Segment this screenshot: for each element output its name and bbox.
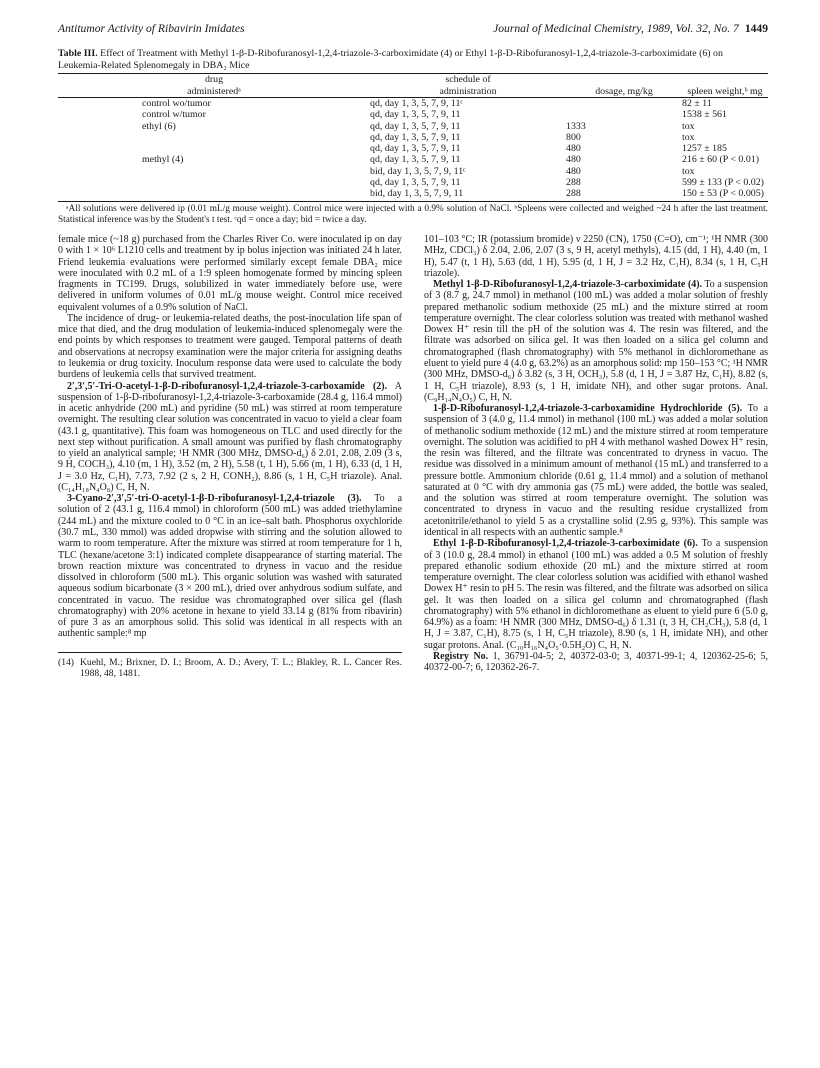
cell-drug: ethyl (6): [142, 120, 176, 132]
section-heading: 2′,3′,5′-Tri-O-acetyl-1-β-D-ribofuranosyl-1,2,4-triazole-3-carboxamide (2).: [67, 380, 388, 392]
journal-page: [58, 22, 768, 679]
body-paragraph: [424, 538, 768, 651]
table-row: [58, 121, 768, 132]
body-paragraph: [58, 381, 402, 494]
cell-schedule: qd, day 1, 3, 5, 7, 9, 11: [370, 131, 461, 143]
section-heading: Methyl 1-β-D-Ribofuranosyl-1,2,4-triazole-3-carboximidate (4).: [433, 279, 703, 291]
reference-number: (14): [58, 656, 74, 668]
cell-spleen-weight: 1257 ± 185: [682, 143, 727, 155]
paragraph-text: 1, 36791-04-5; 2, 40372-03-0; 3, 40371-99-1; 4, 120362-25-6; 5, 40372-00-7; 6, 120362-26-7.: [424, 650, 768, 674]
cell-spleen-weight: 150 ± 53 (P < 0.005): [682, 188, 768, 201]
cell-schedule: qd, day 1, 3, 5, 7, 9, 11: [370, 143, 461, 155]
cell-drug: [58, 166, 370, 177]
body-paragraph: [58, 234, 402, 313]
cell-drug: [58, 188, 370, 201]
body-paragraph: [58, 313, 402, 381]
paragraph-text: female mice (~18 g) purchased from the Charles River Co. were inoculated ip on day 0 with 1 × 10⁶ L1210 cells and treatment by ip bolus injection was initiated 24 h later. Friend leukemia evaluations were performed similarly except female DBA₂ mice were inoculated with 0.2 mL of a 1:9 spleen homogenate formed by mincing spleen fragments in TC199. Drugs, solubilized in water immediately before use, were delivered in uniform volumes of 0.01 mL/g mouse weight. Control mice received equivalent volumes of a 0.9% solution of NaCl.: [58, 234, 402, 313]
references: [58, 650, 402, 679]
cell-schedule: qd, day 1, 3, 5, 7, 9, 11: [370, 109, 461, 121]
running-title: Antitumor Activity of Ribavirin Imidates: [58, 22, 245, 35]
results-table: [58, 73, 768, 201]
cell-dosage: 1333: [566, 120, 586, 132]
cell-drug: [58, 177, 370, 188]
table-row: [58, 132, 768, 143]
section-heading: 3-Cyano-2′,3′,5′-tri-O-acetyl-1-β-D-ribofuranosyl-1,2,4-triazole (3).: [67, 493, 362, 505]
left-column: [58, 234, 402, 679]
cell-schedule: bid, day 1, 3, 5, 7, 9, 11: [370, 188, 566, 201]
journal-name: Journal of Medicinal Chemistry, 1989, Vol. 32, No. 7: [493, 22, 739, 35]
table-row: [58, 154, 768, 165]
table-row: [58, 98, 768, 110]
cell-schedule: qd, day 1, 3, 5, 7, 9, 11: [370, 120, 461, 132]
paragraph-text: 101–103 °C; IR (potassium bromide) ν 2250 (CN), 1750 (C=O), cm⁻¹; ¹H NMR (300 MHz, CDCl₃) δ 2.04, 2.06, 2.07 (3 s, 9 H, acetyl methyls), 4.15 (dd, 1 H), 4.40 (m, 1 H), 5.47 (t, 1 H), 5.63 (dd, 1 H), 5.95 (d, 1 H, J = 3.2 Hz, C₁H), 8.34 (s, 1 H, C₅H triazole).: [424, 234, 768, 279]
body-columns: [58, 234, 768, 679]
table-row: [58, 143, 768, 154]
table-row: [58, 166, 768, 177]
paragraph-text: To a suspension of 3 (8.7 g, 24.7 mmol) in methanol (100 mL) was added a molar solution of freshly prepared methanolic sodium methoxide (25 mL) and the mixture stirred at room temperature overnight. The clear colorless solution was treated with methanol washed Dowex H⁺ resin till the pH of the solution was 4. The resin was filtered, and the filtrate was adsorbed on silica gel. It was then loaded on a silica gel column and chromatographed (flash chromatography) with 5% methanol in dichloromethane as eluent to yield pure 4 (4.0 g, 63.2%) as an amorphous solid: mp 150–153 °C; ¹H NMR (300 MHz, DMSO-d₆) δ 3.82 (s, 3 H, OCH₃), 5.8 (d, 1 H, J = 3.87 Hz, C₁H), 8.82 (s, 1 H, C₅H triazole), 8.93 (s, 1 H, imidate NH), and other sugar protons. Anal. (C₉H₁₄N₄O₅) C, H, N.: [424, 279, 768, 403]
cell-dosage: [566, 98, 682, 110]
cell-drug: control w/tumor: [142, 109, 206, 121]
cell-spleen-weight: tox: [682, 131, 695, 143]
cell-dosage: [566, 109, 682, 120]
paragraph-text: To a suspension of 3 (4.0 g, 11.4 mmol) in methanol (100 mL) was added a molar solution of methanolic sodium methoxide (12 mL) and the mixture stirred at room temperature overnight. The solution was acidified to pH 4 with methanol washed Dowex H⁺ resin, the resin was filtered, and the filtrate was concentrated to dryness in vacuo. The residue was dissolved in a minimum amount of methanol (15 mL) and transferred to a pressure bottle. Ammonium chloride (0.61 g, 11.4 mmol) and a solution of methanol saturated at 0 °C with dry ammonia gas (75 mL) were added, the bottle was sealed, and the solution was stirred at room temperature overnight. The solution was concentrated to dryness in vacuo and the resulting residue crystallized from acetonitrile/ethanol to yield 5 as a crystalline solid (2.95 g, 93%). This sample was identical in all respects with an authentic sample.⁸: [424, 403, 768, 538]
paragraph-text: The incidence of drug- or leukemia-related deaths, the post-inoculation life span of mice that died, and the drug modulation of leukemia-induced splenomegaly were the end points by which responses to treatment were gauged. Temporal patterns of death and observations at necropsy examination were the major criteria for assigning deaths to leukemia or drug toxicity. Inoculum response data were used to calculate the body burdens of leukemia cells that survived treatment.: [58, 312, 402, 381]
cell-drug: [58, 143, 370, 154]
table-body: [58, 98, 768, 202]
header-dosage: dosage, mg/kg: [566, 86, 682, 98]
running-header: [58, 22, 768, 38]
table-row: [58, 177, 768, 188]
cell-schedule: qd, day 1, 3, 5, 7, 9, 11: [370, 177, 461, 189]
journal-citation: [493, 22, 768, 35]
cell-schedule: bid, day 1, 3, 5, 7, 9, 11ᶜ: [370, 165, 466, 177]
header-drug-line2: administeredᵃ: [58, 86, 370, 98]
table-caption: [58, 48, 768, 71]
cell-dosage: 288: [566, 177, 581, 189]
body-paragraph: [424, 651, 768, 674]
cell-dosage: 800: [566, 131, 581, 143]
section-heading: Registry No.: [433, 650, 489, 662]
cell-drug: [58, 132, 370, 143]
cell-spleen-weight: 82 ± 11: [682, 98, 712, 109]
table-row: [58, 109, 768, 120]
page-number: 1449: [744, 22, 768, 35]
cell-dosage: 288: [566, 188, 682, 201]
cell-schedule: qd, day 1, 3, 5, 7, 9, 11: [370, 154, 461, 166]
cell-dosage: 480: [566, 143, 581, 155]
reference-text: Kuehl, M.; Brixner, D. I.; Broom, A. D.; Avery, T. L.; Blakley, R. L. Cancer Res. 1988, 48, 1481.: [80, 656, 402, 679]
header-schedule-line1: schedule of: [370, 74, 566, 86]
right-column: [424, 234, 768, 679]
cell-spleen-weight: 1538 ± 561: [682, 109, 727, 121]
left-column-text: [58, 234, 402, 640]
cell-dosage: 480: [566, 154, 581, 166]
section-heading: Ethyl 1-β-D-Ribofuranosyl-1,2,4-triazole-3-carboximidate (6).: [433, 538, 698, 550]
cell-spleen-weight: 216 ± 60 (P < 0.01): [682, 154, 760, 166]
cell-schedule: qd, day 1, 3, 5, 7, 9, 11ᶜ: [370, 98, 463, 109]
body-paragraph: [58, 493, 402, 639]
right-column-text: [424, 234, 768, 673]
table-footnotes: ᵃAll solutions were delivered ip (0.01 mL/g mouse weight). Control mice were injected with a 0.9% solution of NaCl. ᵇSpleens were collected and weighed ~24 h after the last treatment. Statistical inference was by the Student's t test. ᶜqd = once a day; bid = twice a day.: [58, 203, 768, 225]
table-row: [58, 188, 768, 201]
cell-dosage: 480: [566, 165, 581, 177]
paragraph-text: A suspension of 1-β-D-ribofuranosyl-1,2,4-triazole-3-carboxamide (28.4 g, 116.4 mmol) in acetic anhydride (200 mL) and pyridine (50 mL) was stirred at room temperature overnight. The resulting clear solution was concentrated in vacuo to yield a clear foam (43.1 g, quantitative). This foam was homogeneous on TLC and used directly for the next step without purification. A small amount was purified by flash chromatography to yield an analytical sample; ¹H NMR (300 MHz, DMSO-d₆) δ 2.01, 2.08, 2.09 (3 s, 9 H, COCH₃), 4.10 (m, 1 H), 3.52 (m, 2 H), 5.58 (t, 1 H), 5.66 (m, 1 H), 6.33 (d, 1 H, J = 3.0 Hz, C₁H), 7.73, 7.92 (2 s, 2 H, CONH₂), 8.86 (s, 1 H, C₅H triazole). Anal. (C₁₄H₁₈N₄O₈) C, H, N.: [58, 380, 402, 493]
cell-spleen-weight: 599 ± 133 (P < 0.02): [682, 177, 764, 189]
header-spleen-weight: spleen weight,ᵇ mg: [682, 86, 768, 98]
body-paragraph: [424, 279, 768, 403]
table-caption-text: Effect of Treatment with Methyl 1-β-D-Ribofuranosyl-1,2,4-triazole-3-carboximidate (4) or Ethyl 1-β-D-Ribofuranosyl-1,2,4-triazole-3-carboximidate (6) on Leukemia-Related Splenomegaly in DBA₂ Mice: [58, 48, 723, 71]
reference-item: [58, 657, 402, 679]
paragraph-text: To a solution of 2 (43.1 g, 116.4 mmol) in chloroform (500 mL) was added triethylamine (244 mL) and the mixture cooled to 0 °C in an ice–salt bath. Phosphorus oxychloride (30.7 mL, 330 mmol) was added dropwise with stirring and the solution allowed to warm to room temperature. After the mixture was stirred at room temperature for 1 h, TLC (hexane/acetone 3:1) indicated complete disappearance of starting material. The brown reaction mixture was concentrated to dryness in vacuo and the residue dissolved in chloroform (500 mL). This organic solution was washed with saturated aqueous sodium bicarbonate (3 × 200 mL), dried over anhydrous sodium sulfate, and concentrated in vacuo. The residue was chromatographed over silica gel (flash chromatography) with 20% acetone in hexane to yield 33.14 g (81% from ribavirin) of pure 3 as an amorphous solid. This solid was identical in all respects with an authentic sample:⁸ mp: [58, 493, 402, 640]
section-heading: 1-β-D-Ribofuranosyl-1,2,4-triazole-3-carboxamidine Hydrochloride (5).: [433, 403, 743, 415]
body-paragraph: [424, 234, 768, 279]
cell-drug: control wo/tumor: [142, 98, 211, 109]
cell-spleen-weight: tox: [682, 120, 695, 132]
header-schedule-line2: administration: [370, 86, 566, 98]
table-label: Table III.: [58, 48, 98, 59]
header-drug-line1: drug: [58, 74, 370, 86]
cell-drug: methyl (4): [142, 154, 184, 166]
paragraph-text: To a suspension of 3 (10.0 g, 28.4 mmol) in ethanol (100 mL) was added a 0.5 M solution of freshly prepared ethanolic sodium ethoxide (20 mL) and the mixture stirred at room temperature overnight. The clear colorless solution was acidified with ethanol washed Dowex H⁺ resin to pH 5. The resin was filtered, and the filtrate was adsorbed on silica gel. It was then loaded on a silica gel column and chromatographed (flash chromatography) with 5% ethanol in dichloromethane as eluent to yield pure 6 (5.0 g, 64.9%) as a foam: ¹H NMR (300 MHz, DMSO-d₆) δ 1.31 (t, 3 H, CH₂CH₃), 5.8 (d, 1 H, J = 3.87, C₁H), 8.75 (s, 1 H, C₅H triazole), 8.90 (s, 1 H, imidate NH), and other sugar protons. Anal. (C₁₀H₁₆N₄O₅·0.5H₂O) C, H, N.: [424, 538, 768, 651]
cell-spleen-weight: tox: [682, 165, 695, 177]
reference-divider: [58, 652, 402, 653]
body-paragraph: [424, 403, 768, 538]
